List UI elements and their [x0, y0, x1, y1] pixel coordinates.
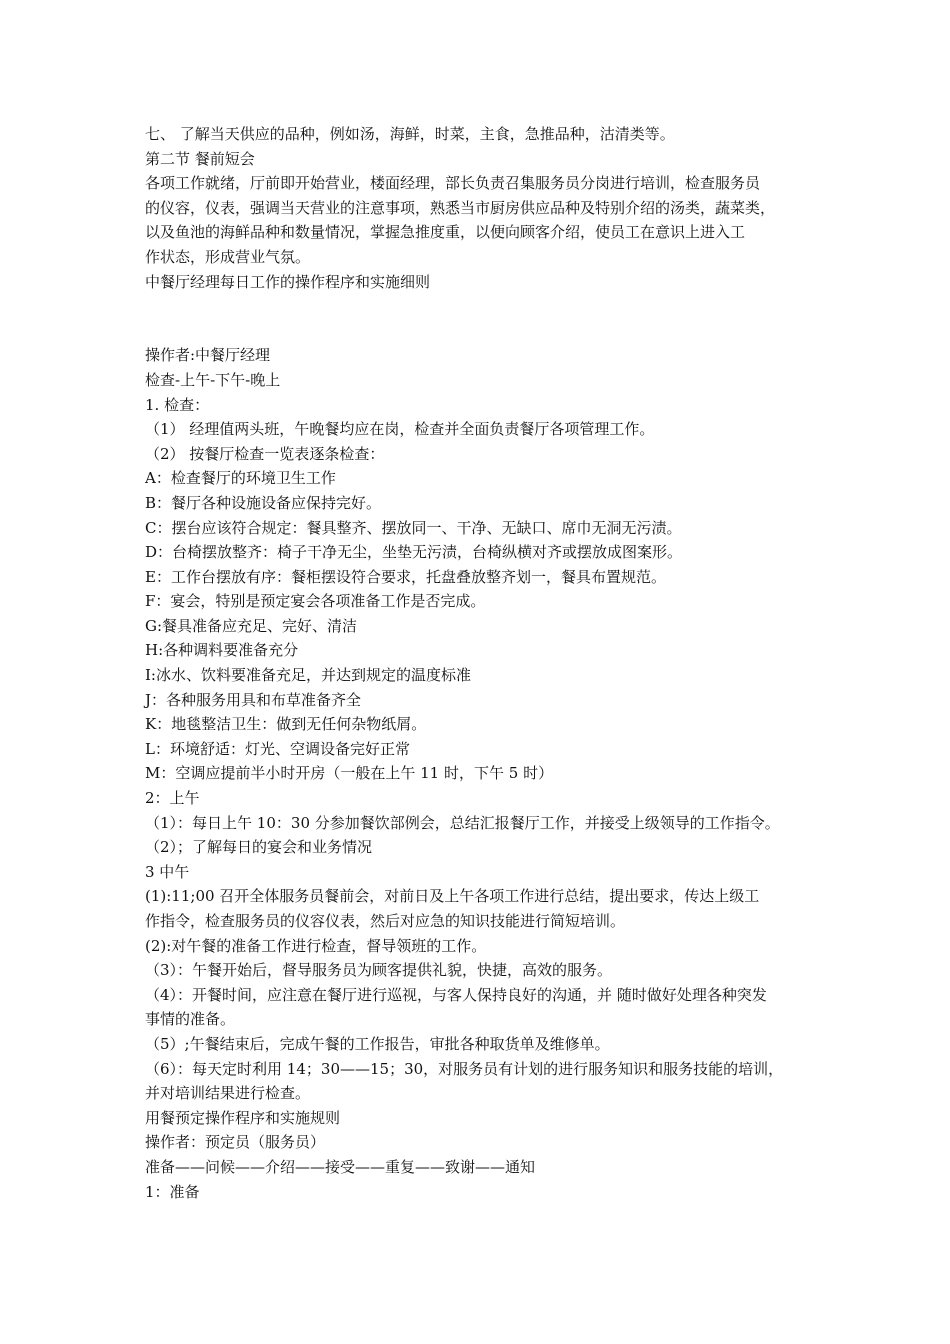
text-line: 事情的准备。 — [145, 1010, 236, 1029]
text-line: 以及鱼池的海鲜品种和数量情况，掌握急推度重，以便向顾客介绍，使员工在意识上进入工 — [145, 223, 746, 242]
document-body — [145, 122, 825, 1204]
text-line: 中餐厅经理每日工作的操作程序和实施细则 — [145, 272, 431, 291]
text-line: 3 中午 — [145, 862, 190, 881]
text-line: D：台椅摆放整齐：椅子干净无尘，坐垫无污渍，台椅纵横对齐或摆放成图案形。 — [145, 543, 683, 562]
text-line: （1） 经理值两头班，午晚餐均应在岗，检查并全面负责餐厅各项管理工作。 — [145, 420, 655, 439]
text-line: (2):对午餐的准备工作进行检查，督导领班的工作。 — [145, 936, 487, 955]
text-line: （3）：午餐开始后，督导服务员为顾客提供礼貌，快捷，高效的服务。 — [145, 961, 613, 980]
text-line: （4）：开餐时间，应注意在餐厅进行巡视，与客人保持良好的沟通，并 随时做好处理各种突发 — [145, 985, 767, 1004]
text-line: 作状态，形成营业气氛。 — [145, 247, 311, 266]
text-line: E：工作台摆放有序：餐柜摆设符合要求，托盘叠放整齐划一，餐具布置规范。 — [145, 567, 666, 586]
text-line: 作指令，检查服务员的仪容仪表，然后对应急的知识技能进行简短培训。 — [145, 912, 626, 930]
text-line: C：摆台应该符合规定：餐具整齐、摆放同一、干净、无缺口、席巾无洞无污渍。 — [145, 518, 682, 537]
text-line: G:餐具准备应充足、完好、清洁 — [145, 616, 358, 635]
text-line: 用餐预定操作程序和实施规则 — [145, 1108, 341, 1127]
text-line: F：宴会，特别是预定宴会各项准备工作是否完成。 — [145, 592, 486, 611]
text-line: J：各种服务用具和布草准备齐全 — [145, 690, 362, 709]
text-line: H:各种调料要准备充分 — [145, 641, 299, 660]
text-line: 1：准备 — [145, 1182, 200, 1201]
text-line: （2）；了解每日的宴会和业务情况 — [145, 838, 373, 857]
text-line: I:冰水、饮料要准备充足，并达到规定的温度标准 — [145, 666, 471, 685]
text-line: 1. 检查： — [145, 395, 210, 414]
text-line: 操作者：预定员（服务员） — [145, 1133, 326, 1152]
text-line: A：检查餐厅的环境卫生工作 — [145, 469, 336, 488]
blank-line — [145, 319, 825, 344]
text-line: 第二节 餐前短会 — [145, 149, 255, 168]
text-line: 并对培训结果进行检查。 — [145, 1084, 311, 1103]
document-page — [145, 122, 825, 1204]
blank-line — [145, 294, 825, 319]
text-line: （2） 按餐厅检查一览表逐条检查： — [145, 444, 385, 463]
text-line: L：环境舒适：灯光、空调设备完好正常 — [145, 739, 410, 758]
text-line: 2：上午 — [145, 789, 200, 808]
text-line: 操作者:中餐厅经理 — [145, 346, 271, 365]
text-line: M：空调应提前半小时开房（一般在上午 11 时，下午 5 时） — [145, 764, 554, 783]
text-line: 七、 了解当天供应的品种，例如汤，海鲜，时菜，主食，急推品种，沽清类等。 — [145, 125, 675, 143]
text-line: 的仪容，仪表，强调当天营业的注意事项，熟悉当市厨房供应品种及特别介绍的汤类，蔬菜类， — [145, 198, 776, 217]
text-line: （5）;午餐结束后，完成午餐的工作报告，审批各种取货单及维修单。 — [145, 1034, 610, 1053]
text-line: K：地毯整洁卫生：做到无任何杂物纸屑。 — [145, 715, 427, 734]
text-line: (1):11;00 召开全体服务员餐前会，对前日及上午各项工作进行总结，提出要求，传达上级工 — [145, 887, 760, 906]
text-line: 各项工作就绪，厅前即开始营业，楼面经理，部长负责召集服务员分岗进行培训，检查服务员 — [145, 174, 761, 193]
text-line: （6）：每天定时利用 14；30——15；30，对服务员有计划的进行服务知识和服务技能的培训， — [145, 1059, 784, 1078]
text-line: B：餐厅各种设施设备应保持完好。 — [145, 493, 382, 512]
text-line: 检查-上午-下午-晚上 — [145, 370, 281, 389]
text-line: 准备——问候——介绍——接受——重复——致谢——通知 — [145, 1157, 536, 1176]
text-line: （1）：每日上午 10：30 分参加餐饮部例会，总结汇报餐厅工作，并接受上级领导的工作指令。 — [145, 813, 780, 832]
